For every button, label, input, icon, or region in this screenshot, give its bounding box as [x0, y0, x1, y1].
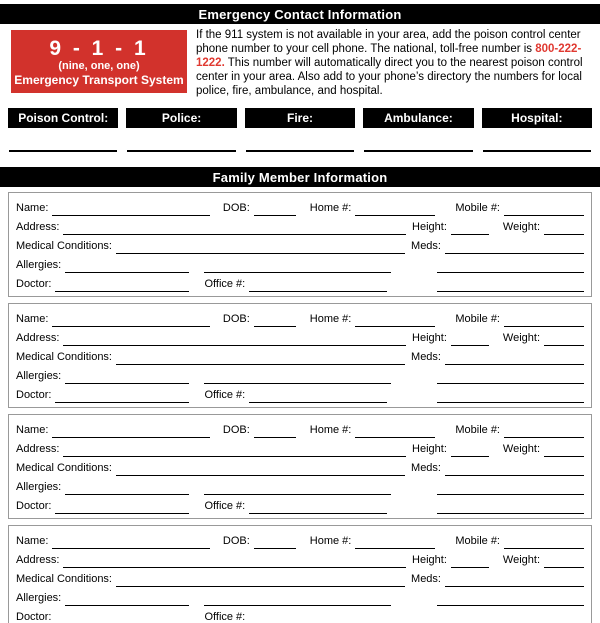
dob-blank-line	[254, 314, 296, 327]
allergies-blank-line	[65, 371, 189, 384]
meds-blank-line	[445, 574, 584, 587]
home-phone-label: Home #:	[309, 424, 352, 436]
meds-blank-line	[445, 463, 584, 476]
section-header-emergency	[0, 4, 600, 24]
911-number: 9 - 1 - 1	[49, 36, 149, 60]
member-row-medical	[16, 235, 584, 254]
member-row-name	[16, 419, 584, 438]
mobile-phone-blank-line	[504, 203, 584, 216]
height-label: Height:	[412, 332, 447, 344]
mobile-phone-label: Mobile #:	[455, 535, 500, 547]
medical-conditions-label: Medical Conditions:	[16, 462, 112, 474]
meds-continuation-line-2	[437, 279, 584, 292]
home-phone-blank-line	[355, 203, 435, 216]
meds-label: Meds:	[411, 573, 441, 585]
paragraph-text-after: This number will automatically direct you to the nearest poison control center in your area. Also add to your phone’s directory the numbers for local police, fire, ambulance, and hospital.	[196, 57, 583, 97]
contact-label-fire: Fire:	[245, 108, 355, 128]
paragraph-text-before: If the 911 system is not available in your area, add the poison control center phone number to your cell phone. The national, toll-free number is	[196, 29, 581, 55]
dob-blank-line	[254, 425, 296, 438]
allergies-blank-line-2	[204, 482, 391, 495]
height-blank-line	[451, 222, 489, 235]
weight-blank-line	[544, 333, 584, 346]
mobile-phone-blank-line	[504, 536, 584, 549]
medical-conditions-label: Medical Conditions:	[16, 573, 112, 585]
member-row-allergies	[16, 365, 584, 384]
name-blank-line	[52, 314, 209, 327]
office-phone-blank-line	[249, 279, 387, 292]
member-row-allergies	[16, 587, 584, 606]
meds-continuation-line	[437, 593, 584, 606]
meds-label: Meds:	[411, 462, 441, 474]
contact-label-police: Police:	[126, 108, 236, 128]
address-label: Address:	[16, 443, 60, 455]
height-blank-line	[451, 555, 489, 568]
family-member-box-2	[8, 303, 592, 408]
name-blank-line	[52, 203, 209, 216]
doctor-label: Doctor:	[16, 611, 52, 623]
poison-phone-number: 800-222-1222.	[196, 43, 582, 69]
allergies-label: Allergies:	[16, 592, 62, 604]
weight-blank-line	[544, 444, 584, 457]
member-row-medical	[16, 346, 584, 365]
doctor-blank-line	[55, 501, 189, 514]
911-callout	[11, 30, 187, 93]
allergies-blank-line	[65, 593, 189, 606]
mobile-phone-label: Mobile #:	[455, 424, 500, 436]
mobile-phone-blank-line	[504, 425, 584, 438]
weight-label: Weight:	[502, 554, 540, 566]
allergies-blank-line	[65, 482, 189, 495]
member-row-allergies	[16, 254, 584, 273]
medical-conditions-label: Medical Conditions:	[16, 351, 112, 363]
dob-blank-line	[254, 536, 296, 549]
contact-label-hospital: Hospital:	[482, 108, 592, 128]
meds-continuation-line	[437, 371, 584, 384]
member-row-name	[16, 197, 584, 216]
doctor-label: Doctor:	[16, 389, 52, 401]
allergies-blank-line-2	[204, 260, 391, 273]
medical-conditions-blank-line	[116, 463, 405, 476]
family-member-box-1	[8, 192, 592, 297]
address-label: Address:	[16, 554, 60, 566]
weight-label: Weight:	[502, 221, 540, 233]
member-row-medical	[16, 568, 584, 587]
height-blank-line	[451, 333, 489, 346]
office-phone-label: Office #:	[204, 611, 246, 623]
height-blank-line	[451, 444, 489, 457]
height-label: Height:	[412, 443, 447, 455]
meds-blank-line	[445, 241, 584, 254]
address-label: Address:	[16, 332, 60, 344]
allergies-label: Allergies:	[16, 370, 62, 382]
home-phone-label: Home #:	[309, 202, 352, 214]
home-phone-label: Home #:	[309, 313, 352, 325]
police-blank-line	[127, 128, 235, 152]
911-system-name: Emergency Transport System	[14, 72, 184, 87]
name-label: Name:	[16, 313, 49, 325]
allergies-blank-line-2	[204, 371, 391, 384]
dob-label: DOB:	[222, 535, 250, 547]
contact-blank-lines-row	[9, 128, 591, 152]
allergies-blank-line-2	[204, 593, 391, 606]
meds-continuation-line	[437, 260, 584, 273]
address-blank-line	[63, 444, 406, 457]
emergency-section-title: Emergency Contact Information	[198, 6, 402, 22]
name-label: Name:	[16, 424, 49, 436]
allergies-label: Allergies:	[16, 259, 62, 271]
dob-blank-line	[254, 203, 296, 216]
weight-blank-line	[544, 555, 584, 568]
meds-continuation-line-2	[437, 501, 584, 514]
doctor-label: Doctor:	[16, 278, 52, 290]
weight-label: Weight:	[502, 332, 540, 344]
poison-control-paragraph	[187, 28, 590, 98]
member-row-name	[16, 530, 584, 549]
dob-label: DOB:	[222, 424, 250, 436]
family-member-box-4	[8, 525, 592, 623]
medical-conditions-blank-line	[116, 574, 405, 587]
contact-labels-row	[8, 108, 592, 128]
weight-label: Weight:	[502, 443, 540, 455]
height-label: Height:	[412, 221, 447, 233]
member-row-doctor	[16, 495, 584, 514]
member-row-medical	[16, 457, 584, 476]
allergies-blank-line	[65, 260, 189, 273]
office-phone-blank-line	[249, 612, 387, 623]
name-label: Name:	[16, 535, 49, 547]
911-phonetic: (nine, one, one)	[58, 59, 140, 72]
allergies-label: Allergies:	[16, 481, 62, 493]
member-row-name	[16, 308, 584, 327]
office-phone-blank-line	[249, 390, 387, 403]
meds-blank-line	[445, 352, 584, 365]
fire-blank-line	[246, 128, 354, 152]
doctor-blank-line	[55, 390, 189, 403]
medical-conditions-blank-line	[116, 352, 405, 365]
member-row-doctor	[16, 384, 584, 403]
office-phone-label: Office #:	[204, 500, 246, 512]
home-phone-blank-line	[355, 536, 435, 549]
office-phone-label: Office #:	[204, 278, 246, 290]
intro-section	[11, 30, 590, 98]
family-section-title: Family Member Information	[212, 169, 388, 185]
weight-blank-line	[544, 222, 584, 235]
dob-label: DOB:	[222, 313, 250, 325]
home-phone-blank-line	[355, 314, 435, 327]
office-phone-blank-line	[249, 501, 387, 514]
address-blank-line	[63, 333, 406, 346]
medical-conditions-label: Medical Conditions:	[16, 240, 112, 252]
section-header-family	[0, 167, 600, 187]
contact-label-ambulance: Ambulance:	[363, 108, 473, 128]
member-row-address	[16, 327, 584, 346]
medical-conditions-blank-line	[116, 241, 405, 254]
doctor-label: Doctor:	[16, 500, 52, 512]
doctor-blank-line	[55, 612, 189, 623]
meds-continuation-line-2	[437, 390, 584, 403]
member-row-doctor	[16, 273, 584, 292]
dob-label: DOB:	[222, 202, 250, 214]
home-phone-blank-line	[355, 425, 435, 438]
member-row-doctor	[16, 606, 584, 623]
ambulance-blank-line	[364, 128, 472, 152]
meds-label: Meds:	[411, 351, 441, 363]
mobile-phone-blank-line	[504, 314, 584, 327]
member-row-allergies	[16, 476, 584, 495]
contact-label-poison-control: Poison Control:	[8, 108, 118, 128]
name-label: Name:	[16, 202, 49, 214]
name-blank-line	[52, 425, 209, 438]
meds-continuation-line-2	[437, 612, 584, 623]
doctor-blank-line	[55, 279, 189, 292]
address-label: Address:	[16, 221, 60, 233]
address-blank-line	[63, 222, 406, 235]
member-row-address	[16, 438, 584, 457]
address-blank-line	[63, 555, 406, 568]
meds-label: Meds:	[411, 240, 441, 252]
name-blank-line	[52, 536, 209, 549]
home-phone-label: Home #:	[309, 535, 352, 547]
meds-continuation-line	[437, 482, 584, 495]
height-label: Height:	[412, 554, 447, 566]
member-row-address	[16, 216, 584, 235]
family-member-box-3	[8, 414, 592, 519]
mobile-phone-label: Mobile #:	[455, 313, 500, 325]
poison-control-blank-line	[9, 128, 117, 152]
member-row-address	[16, 549, 584, 568]
office-phone-label: Office #:	[204, 389, 246, 401]
mobile-phone-label: Mobile #:	[455, 202, 500, 214]
hospital-blank-line	[483, 128, 591, 152]
